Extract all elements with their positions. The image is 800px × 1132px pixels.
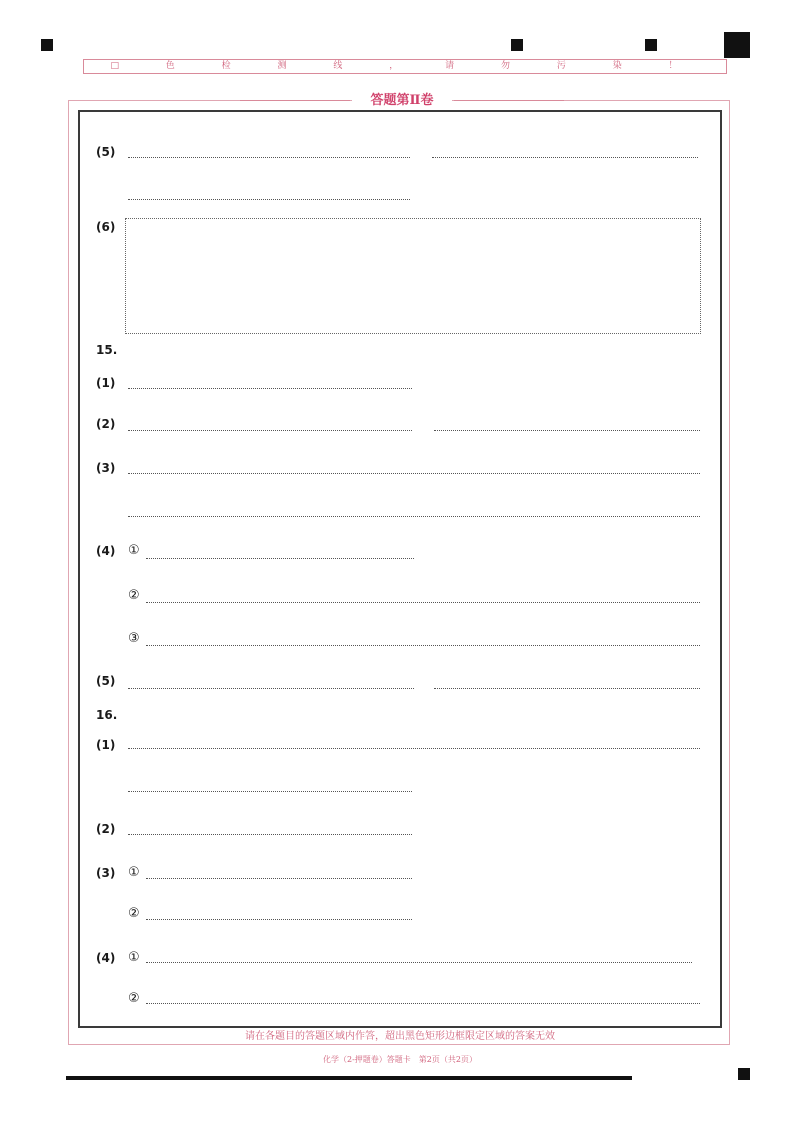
q14-5-label: (5) (96, 145, 116, 159)
footer-bar (66, 1076, 632, 1080)
q15-4-item-1-line[interactable] (146, 558, 414, 559)
q15-3-answer-line-b[interactable] (128, 516, 700, 517)
q16-4-item-2-label: ② (128, 991, 140, 1006)
q16-1-answer-line-b[interactable] (128, 791, 412, 792)
q16-4-item-1-label: ① (128, 950, 140, 965)
alignment-mark (511, 39, 523, 51)
q16-3-item-2-label: ② (128, 906, 140, 921)
q16-4-label: (4) (96, 951, 116, 965)
q14-5-answer-line-c[interactable] (128, 199, 410, 200)
alignment-mark-large (724, 32, 750, 58)
q14-5-answer-line-b[interactable] (432, 157, 698, 158)
q15-5-answer-line-b[interactable] (434, 688, 700, 689)
color-check-strip (83, 59, 727, 74)
q16-2-label: (2) (96, 822, 116, 836)
q14-5-answer-line-a[interactable] (128, 157, 410, 158)
q15-5-answer-line-a[interactable] (128, 688, 414, 689)
title-rule-left (240, 100, 350, 101)
q15-4-item-2-label: ② (128, 588, 140, 603)
q15-1-answer-line[interactable] (128, 388, 412, 389)
q14-6-answer-box[interactable] (125, 218, 701, 334)
color-check-text: □ 色 检 测 线 ， 请 勿 污 染 ！ (110, 61, 700, 71)
q15-2-answer-line-b[interactable] (434, 430, 700, 431)
alignment-mark (645, 39, 657, 51)
q15-4-item-3-label: ③ (128, 631, 140, 646)
q15-2-answer-line-a[interactable] (128, 430, 412, 431)
alignment-mark (738, 1068, 750, 1080)
q15-number: 15. (96, 343, 118, 357)
q16-3-item-2-line[interactable] (146, 919, 412, 920)
alignment-mark (41, 39, 53, 51)
q16-1-label: (1) (96, 738, 116, 752)
q15-3-label: (3) (96, 461, 116, 475)
q15-1-label: (1) (96, 376, 116, 390)
q14-6-label: (6) (96, 220, 116, 234)
q15-4-item-3-line[interactable] (146, 645, 700, 646)
q15-3-answer-line-a[interactable] (128, 473, 700, 474)
q15-4-item-2-line[interactable] (146, 602, 700, 603)
q15-4-item-1-label: ① (128, 543, 140, 558)
q16-2-answer-line[interactable] (128, 834, 412, 835)
q16-3-label: (3) (96, 866, 116, 880)
q16-4-item-2-line[interactable] (146, 1003, 700, 1004)
q15-2-label: (2) (96, 417, 116, 431)
q16-number: 16. (96, 708, 118, 722)
q16-3-item-1-label: ① (128, 865, 140, 880)
q16-3-item-1-line[interactable] (146, 878, 412, 879)
q15-5-label: (5) (96, 674, 116, 688)
section-title: 答题第Ⅱ卷 (352, 92, 452, 110)
q16-1-answer-line-a[interactable] (128, 748, 700, 749)
q16-4-item-1-line[interactable] (146, 962, 692, 963)
title-rule-right (454, 100, 564, 101)
page-footer: 化学（2-押题卷）答题卡 第2页（共2页） (323, 1055, 477, 1064)
q15-4-label: (4) (96, 544, 116, 558)
answer-area-notice: 请在各题目的答题区域内作答，超出黑色矩形边框限定区域的答案无效 (245, 1031, 555, 1042)
